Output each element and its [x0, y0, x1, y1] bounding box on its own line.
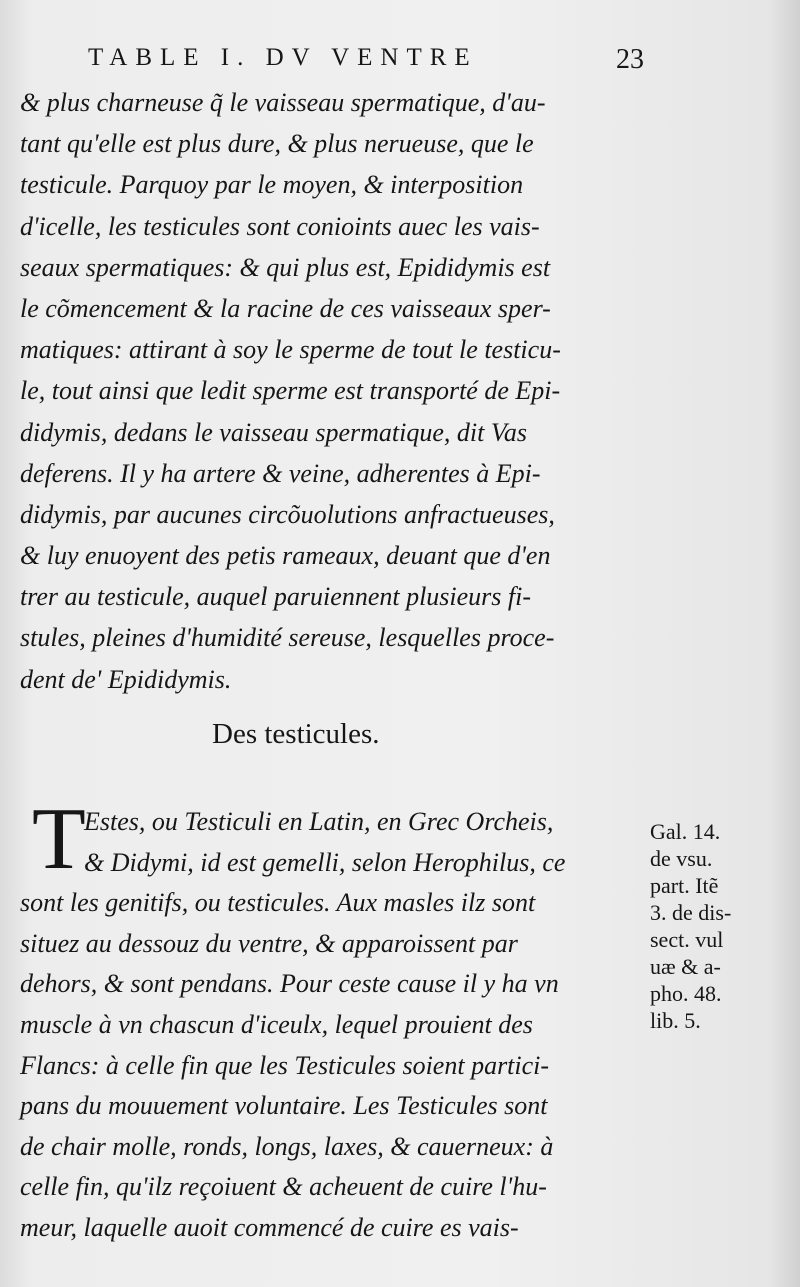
section-text — [20, 791, 660, 1249]
running-head — [88, 44, 648, 84]
text-line: dehors, & sont pendans. Pour ceste cause il y ha vn — [20, 969, 559, 999]
text-line: pans du mouuement voluntaire. Les Testicules sont — [20, 1091, 548, 1121]
text-line: deferens. Il y ha artere & veine, adherentes à Epi- — [20, 458, 541, 488]
text-line: le, tout ainsi que ledit sperme est transporté de Epi- — [20, 376, 561, 406]
text-line: matiques: attirant à soy le sperme de tout le testicu- — [20, 335, 561, 365]
text-line: d'icelle, les testicules sont conioints auec les vais- — [20, 211, 540, 241]
marginal-note-line: sect. vul — [650, 927, 724, 952]
text-line: situez au dessouz du ventre, & apparoissent par — [20, 928, 518, 958]
text-line: muscle à vn chascun d'iceulx, lequel prouient des — [20, 1009, 533, 1039]
marginal-note-line: part. Itẽ — [650, 873, 719, 898]
text-line: tant qu'elle est plus dure, & plus nerueuse, que le — [20, 129, 534, 159]
text-line: meur, laquelle auoit commencé de cuire es vais- — [20, 1212, 519, 1242]
page-number: 23 — [616, 44, 644, 75]
text-line: didymis, par aucunes circõuolutions anfractueuses, — [20, 499, 555, 529]
text-line: Flancs: à celle fin que les Testicules soient partici- — [20, 1050, 550, 1080]
body-text — [20, 82, 640, 700]
drop-cap: T — [32, 791, 86, 888]
marginal-note-line: de vsu. — [650, 846, 713, 871]
text-line: le cõmencement & la racine de ces vaisseaux sper- — [20, 293, 551, 323]
marginal-note — [650, 818, 790, 1034]
marginal-note-line: Gal. 14. — [650, 819, 721, 844]
text-line: didymis, dedans le vaisseau spermatique, dit Vas — [20, 417, 527, 447]
text-line: & Didymi, id est gemelli, selon Herophilus, ce — [84, 847, 566, 877]
text-line: & plus charneuse q̃ le vaisseau spermatique, d'au- — [20, 88, 546, 117]
text-line: trer au testicule, auquel paruiennent plusieurs fi- — [20, 582, 532, 612]
text-line: & luy enuoyent des petis rameaux, deuant que d'en — [20, 541, 551, 571]
text-line: de chair molle, ronds, longs, laxes, & cauerneux: à — [20, 1131, 554, 1161]
section-heading: Des testicules. — [212, 718, 380, 750]
running-head-title: TABLE I. DV VENTRE — [88, 44, 478, 71]
marginal-note-line: 3. de dis- — [650, 900, 732, 925]
text-line: seaux spermatiques: & qui plus est, Epididymis est — [20, 252, 551, 282]
marginal-note-line: pho. 48. — [650, 981, 722, 1006]
marginal-note-line: lib. 5. — [650, 1008, 701, 1033]
text-line: celle fin, qu'ilz reçoiuent & acheuent de cuire l'hu- — [20, 1172, 547, 1202]
text-line: Estes, ou Testiculi en Latin, en Grec Orcheis, — [84, 807, 554, 836]
text-line: testicule. Parquoy par le moyen, & interposition — [20, 170, 524, 200]
text-line: dent de' Epididymis. — [20, 664, 232, 694]
marginal-note-line: uæ & a- — [650, 954, 721, 979]
text-line: stules, pleines d'humidité sereuse, lesquelles proce- — [20, 623, 555, 653]
text-line: sont les genitifs, ou testicules. Aux masles ilz sont — [20, 888, 536, 918]
